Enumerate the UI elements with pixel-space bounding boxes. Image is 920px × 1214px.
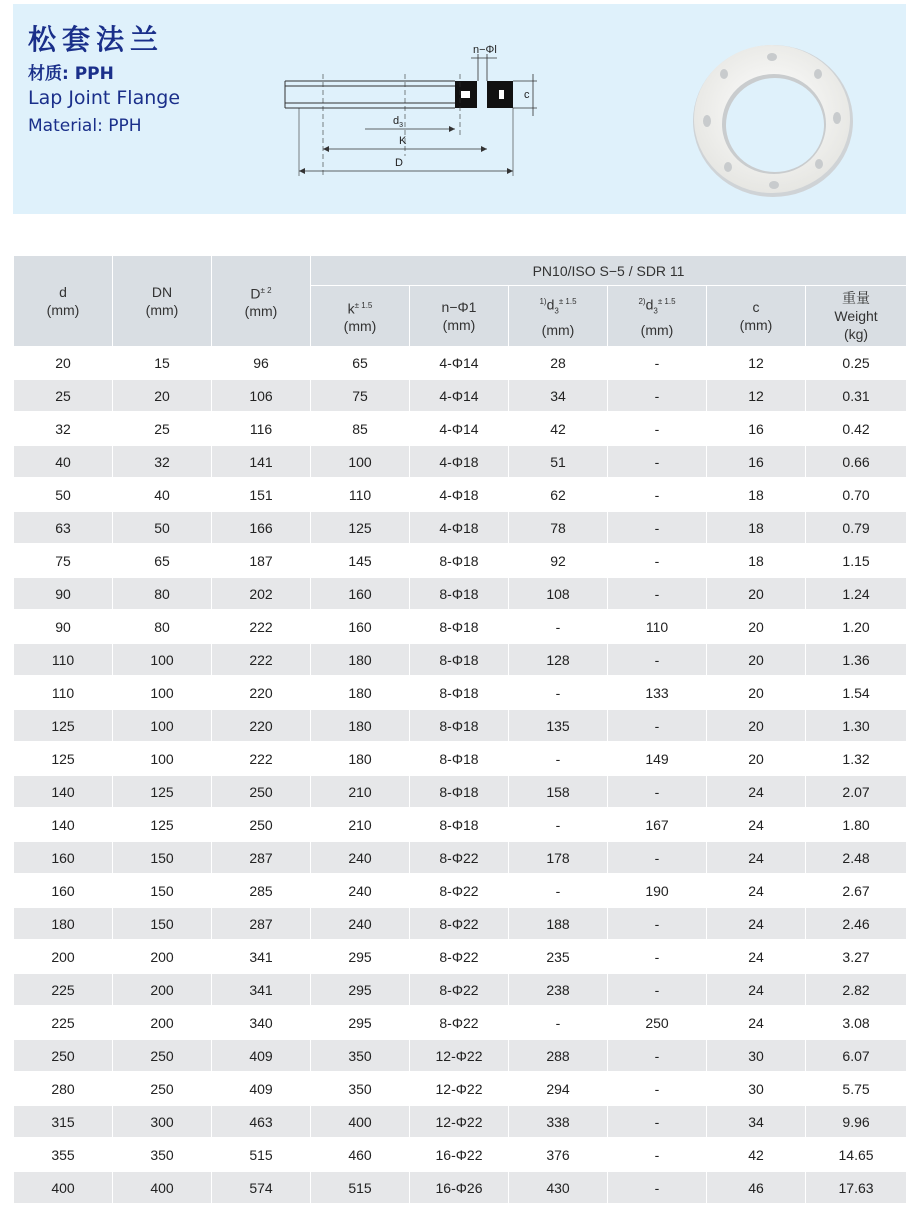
cell-d: 90 <box>14 610 113 643</box>
cell-dn: 20 <box>113 379 212 412</box>
cell-d: 315 <box>14 1105 113 1138</box>
cell-d: 160 <box>14 874 113 907</box>
cell-d3-1: - <box>509 742 608 775</box>
cell-d3-2: - <box>608 1039 707 1072</box>
cell-d3-2: - <box>608 544 707 577</box>
cell-weight: 0.25 <box>806 347 907 380</box>
cell-weight: 2.48 <box>806 841 907 874</box>
cell-weight: 2.67 <box>806 874 907 907</box>
cell-k: 125 <box>311 511 410 544</box>
cell-k: 210 <box>311 775 410 808</box>
cell-dn: 50 <box>113 511 212 544</box>
cell-D: 141 <box>212 445 311 478</box>
cell-n-phi: 8-Φ22 <box>410 874 509 907</box>
cell-d3-2: - <box>608 1171 707 1204</box>
cell-d3-1: 51 <box>509 445 608 478</box>
cell-weight: 0.66 <box>806 445 907 478</box>
table-row <box>14 676 907 709</box>
cell-c: 30 <box>707 1039 806 1072</box>
cell-k: 65 <box>311 347 410 380</box>
table-row <box>14 973 907 1006</box>
cell-c: 46 <box>707 1171 806 1204</box>
cell-c: 24 <box>707 973 806 1006</box>
cell-D: 463 <box>212 1105 311 1138</box>
cell-d3-2: - <box>608 347 707 380</box>
cell-weight: 0.42 <box>806 412 907 445</box>
cell-n-phi: 12-Φ22 <box>410 1072 509 1105</box>
cell-d: 40 <box>14 445 113 478</box>
cell-k: 210 <box>311 808 410 841</box>
flange-photo <box>690 42 856 200</box>
cell-d: 140 <box>14 808 113 841</box>
label-D: D <box>395 157 403 169</box>
cell-d3-1: 62 <box>509 478 608 511</box>
cell-dn: 250 <box>113 1039 212 1072</box>
cell-d3-1: 78 <box>509 511 608 544</box>
cell-d3-1: 158 <box>509 775 608 808</box>
cell-d3-1: - <box>509 676 608 709</box>
cell-weight: 6.07 <box>806 1039 907 1072</box>
cell-D: 287 <box>212 841 311 874</box>
cell-c: 24 <box>707 775 806 808</box>
cell-D: 287 <box>212 907 311 940</box>
cell-dn: 40 <box>113 478 212 511</box>
table-row <box>14 544 907 577</box>
cell-d3-2: - <box>608 973 707 1006</box>
cell-n-phi: 8-Φ18 <box>410 643 509 676</box>
cell-c: 24 <box>707 808 806 841</box>
cell-n-phi: 8-Φ22 <box>410 1006 509 1039</box>
title-chinese: 松套法兰 <box>28 23 165 56</box>
cell-n-phi: 12-Φ22 <box>410 1039 509 1072</box>
cell-k: 240 <box>311 841 410 874</box>
cell-n-phi: 12-Φ22 <box>410 1105 509 1138</box>
cell-weight: 2.07 <box>806 775 907 808</box>
table-row <box>14 412 907 445</box>
cell-D: 340 <box>212 1006 311 1039</box>
cell-D: 574 <box>212 1171 311 1204</box>
cell-dn: 100 <box>113 676 212 709</box>
table-row <box>14 1105 907 1138</box>
title-english: Lap Joint Flange <box>28 87 181 109</box>
cell-k: 400 <box>311 1105 410 1138</box>
cell-c: 24 <box>707 1006 806 1039</box>
cell-weight: 1.15 <box>806 544 907 577</box>
cell-c: 20 <box>707 676 806 709</box>
cell-d3-2: 167 <box>608 808 707 841</box>
table-row <box>14 841 907 874</box>
cell-weight: 2.82 <box>806 973 907 1006</box>
cell-d3-2: 190 <box>608 874 707 907</box>
cell-dn: 32 <box>113 445 212 478</box>
cell-weight: 2.46 <box>806 907 907 940</box>
table-row <box>14 742 907 775</box>
cell-c: 18 <box>707 478 806 511</box>
header-c: c (mm) <box>707 286 806 347</box>
cell-d: 50 <box>14 478 113 511</box>
cell-n-phi: 8-Φ18 <box>410 808 509 841</box>
cell-c: 12 <box>707 379 806 412</box>
cell-n-phi: 8-Φ22 <box>410 940 509 973</box>
cell-weight: 1.20 <box>806 610 907 643</box>
table-row <box>14 643 907 676</box>
cell-d3-1: 294 <box>509 1072 608 1105</box>
cell-c: 18 <box>707 511 806 544</box>
cell-D: 166 <box>212 511 311 544</box>
table-row <box>14 478 907 511</box>
cell-c: 20 <box>707 577 806 610</box>
cell-n-phi: 4-Φ14 <box>410 379 509 412</box>
cell-d3-2: 250 <box>608 1006 707 1039</box>
cell-dn: 300 <box>113 1105 212 1138</box>
cell-d: 160 <box>14 841 113 874</box>
cell-d3-2: - <box>608 412 707 445</box>
cell-d3-1: - <box>509 610 608 643</box>
cell-weight: 5.75 <box>806 1072 907 1105</box>
table-row <box>14 1006 907 1039</box>
cell-d: 225 <box>14 973 113 1006</box>
header-D: $D^{\pm 2}$ (mm) <box>212 256 311 347</box>
cell-c: 24 <box>707 841 806 874</box>
cell-d3-1: 235 <box>509 940 608 973</box>
cell-k: 295 <box>311 940 410 973</box>
cell-k: 350 <box>311 1072 410 1105</box>
cell-weight: 1.36 <box>806 643 907 676</box>
cell-d3-2: - <box>608 1138 707 1171</box>
cell-D: 151 <box>212 478 311 511</box>
table-row <box>14 709 907 742</box>
cell-dn: 400 <box>113 1171 212 1204</box>
cell-n-phi: 8-Φ18 <box>410 577 509 610</box>
table-row <box>14 1171 907 1204</box>
cell-weight: 9.96 <box>806 1105 907 1138</box>
cell-k: 85 <box>311 412 410 445</box>
cell-d3-2: - <box>608 907 707 940</box>
table-row <box>14 940 907 973</box>
cell-c: 18 <box>707 544 806 577</box>
header-n-phi: n−Φ1 (mm) <box>410 286 509 347</box>
cell-d: 63 <box>14 511 113 544</box>
table-row <box>14 577 907 610</box>
cell-D: 250 <box>212 808 311 841</box>
cell-d3-1: 34 <box>509 379 608 412</box>
label-d3: $d_3$ <box>393 115 404 129</box>
cell-n-phi: 8-Φ22 <box>410 907 509 940</box>
cell-k: 180 <box>311 709 410 742</box>
cell-d3-1: - <box>509 1006 608 1039</box>
cell-d: 280 <box>14 1072 113 1105</box>
cell-k: 295 <box>311 1006 410 1039</box>
cell-k: 110 <box>311 478 410 511</box>
cell-weight: 1.24 <box>806 577 907 610</box>
cell-c: 20 <box>707 709 806 742</box>
table-row <box>14 907 907 940</box>
cell-d3-2: 110 <box>608 610 707 643</box>
cell-n-phi: 4-Φ14 <box>410 412 509 445</box>
cell-k: 145 <box>311 544 410 577</box>
cell-d3-1: 42 <box>509 412 608 445</box>
cell-k: 350 <box>311 1039 410 1072</box>
cell-n-phi: 4-Φ18 <box>410 445 509 478</box>
cell-d3-2: 149 <box>608 742 707 775</box>
table-row <box>14 1138 907 1171</box>
cell-d: 125 <box>14 709 113 742</box>
cell-n-phi: 16-Φ26 <box>410 1171 509 1204</box>
table-row <box>14 610 907 643</box>
cell-D: 202 <box>212 577 311 610</box>
cell-d3-2: 133 <box>608 676 707 709</box>
cell-d3-2: - <box>608 1072 707 1105</box>
cell-D: 222 <box>212 610 311 643</box>
cell-D: 285 <box>212 874 311 907</box>
cell-dn: 100 <box>113 709 212 742</box>
cell-d: 140 <box>14 775 113 808</box>
table-body <box>14 347 907 1205</box>
cell-dn: 25 <box>113 412 212 445</box>
cell-d3-2: - <box>608 379 707 412</box>
table-row <box>14 379 907 412</box>
cell-n-phi: 8-Φ18 <box>410 775 509 808</box>
cell-weight: 3.08 <box>806 1006 907 1039</box>
cell-d3-1: 188 <box>509 907 608 940</box>
cell-d3-1: 92 <box>509 544 608 577</box>
cell-dn: 80 <box>113 610 212 643</box>
cell-dn: 200 <box>113 1006 212 1039</box>
cell-weight: 3.27 <box>806 940 907 973</box>
cell-D: 116 <box>212 412 311 445</box>
cell-d: 110 <box>14 676 113 709</box>
cell-dn: 250 <box>113 1072 212 1105</box>
cell-n-phi: 4-Φ14 <box>410 347 509 380</box>
flange-section-diagram <box>275 36 555 186</box>
cell-D: 409 <box>212 1039 311 1072</box>
cell-d3-1: 178 <box>509 841 608 874</box>
cell-d3-2: - <box>608 643 707 676</box>
cell-d3-1: 238 <box>509 973 608 1006</box>
cell-dn: 150 <box>113 874 212 907</box>
cell-D: 341 <box>212 940 311 973</box>
cell-k: 515 <box>311 1171 410 1204</box>
cell-n-phi: 8-Φ22 <box>410 841 509 874</box>
table-row <box>14 511 907 544</box>
cell-D: 222 <box>212 742 311 775</box>
label-n-phi: n−Φl <box>473 44 497 56</box>
cell-d: 32 <box>14 412 113 445</box>
header-d: d (mm) <box>14 256 113 347</box>
cell-weight: 14.65 <box>806 1138 907 1171</box>
cell-d: 25 <box>14 379 113 412</box>
header-weight: 重量 Weight (kg) <box>806 286 907 347</box>
cell-D: 341 <box>212 973 311 1006</box>
cell-D: 222 <box>212 643 311 676</box>
cell-n-phi: 8-Φ18 <box>410 544 509 577</box>
cell-d: 250 <box>14 1039 113 1072</box>
cell-d3-1: - <box>509 808 608 841</box>
material-english: Material: PPH <box>28 116 142 136</box>
label-c: c <box>524 89 530 101</box>
cell-d3-1: 28 <box>509 347 608 380</box>
cell-D: 96 <box>212 347 311 380</box>
cell-weight: 0.70 <box>806 478 907 511</box>
header-k: $k^{\pm 1.5}$ (mm) <box>311 286 410 347</box>
table-row <box>14 347 907 380</box>
cell-dn: 80 <box>113 577 212 610</box>
cell-dn: 125 <box>113 808 212 841</box>
cell-weight: 1.32 <box>806 742 907 775</box>
cell-dn: 200 <box>113 973 212 1006</box>
cell-dn: 200 <box>113 940 212 973</box>
cell-d: 90 <box>14 577 113 610</box>
cell-d3-1: 288 <box>509 1039 608 1072</box>
cell-D: 515 <box>212 1138 311 1171</box>
cell-n-phi: 8-Φ18 <box>410 709 509 742</box>
cell-c: 30 <box>707 1072 806 1105</box>
cell-n-phi: 4-Φ18 <box>410 511 509 544</box>
cell-c: 24 <box>707 940 806 973</box>
cell-k: 180 <box>311 676 410 709</box>
cell-d3-1: 430 <box>509 1171 608 1204</box>
cell-k: 100 <box>311 445 410 478</box>
cell-d: 355 <box>14 1138 113 1171</box>
cell-c: 20 <box>707 742 806 775</box>
cell-d3-1: 376 <box>509 1138 608 1171</box>
cell-c: 20 <box>707 643 806 676</box>
cell-D: 106 <box>212 379 311 412</box>
cell-dn: 125 <box>113 775 212 808</box>
cell-D: 409 <box>212 1072 311 1105</box>
cell-c: 42 <box>707 1138 806 1171</box>
cell-k: 240 <box>311 874 410 907</box>
cell-dn: 15 <box>113 347 212 380</box>
cell-dn: 150 <box>113 841 212 874</box>
cell-k: 160 <box>311 610 410 643</box>
cell-d: 125 <box>14 742 113 775</box>
cell-d: 75 <box>14 544 113 577</box>
cell-dn: 100 <box>113 742 212 775</box>
cell-D: 187 <box>212 544 311 577</box>
cell-n-phi: 16-Φ22 <box>410 1138 509 1171</box>
cell-D: 220 <box>212 676 311 709</box>
material-chinese: 材质: PPH <box>28 64 114 84</box>
cell-k: 180 <box>311 643 410 676</box>
cell-c: 24 <box>707 874 806 907</box>
cell-d3-2: - <box>608 841 707 874</box>
cell-d3-2: - <box>608 940 707 973</box>
cell-dn: 150 <box>113 907 212 940</box>
cell-d: 225 <box>14 1006 113 1039</box>
table-row <box>14 1039 907 1072</box>
table-row <box>14 775 907 808</box>
cell-d3-2: - <box>608 775 707 808</box>
cell-dn: 100 <box>113 643 212 676</box>
cell-weight: 17.63 <box>806 1171 907 1204</box>
cell-d: 20 <box>14 347 113 380</box>
cell-D: 220 <box>212 709 311 742</box>
cell-weight: 1.54 <box>806 676 907 709</box>
cell-d: 110 <box>14 643 113 676</box>
table-row <box>14 1072 907 1105</box>
cell-c: 24 <box>707 907 806 940</box>
cell-d: 180 <box>14 907 113 940</box>
spec-table <box>13 255 907 1205</box>
header-dn: DN (mm) <box>113 256 212 347</box>
table-row <box>14 874 907 907</box>
cell-k: 295 <box>311 973 410 1006</box>
cell-D: 250 <box>212 775 311 808</box>
header-group-pn10: PN10/ISO S−5 / SDR 11 <box>311 256 907 286</box>
cell-weight: 0.31 <box>806 379 907 412</box>
cell-d3-2: - <box>608 478 707 511</box>
table-row <box>14 808 907 841</box>
cell-weight: 0.79 <box>806 511 907 544</box>
cell-d: 200 <box>14 940 113 973</box>
cell-n-phi: 8-Φ18 <box>410 610 509 643</box>
cell-d3-1: 338 <box>509 1105 608 1138</box>
cell-weight: 1.80 <box>806 808 907 841</box>
cell-weight: 1.30 <box>806 709 907 742</box>
header-d3-2: $^{2)}d_3^{\pm 1.5}$ (mm) <box>608 286 707 347</box>
cell-n-phi: 8-Φ18 <box>410 676 509 709</box>
header-d3-1: $^{1)}d_3^{\pm 1.5}$ (mm) <box>509 286 608 347</box>
cell-k: 160 <box>311 577 410 610</box>
cell-n-phi: 4-Φ18 <box>410 478 509 511</box>
cell-c: 16 <box>707 445 806 478</box>
cell-d3-1: 128 <box>509 643 608 676</box>
cell-n-phi: 8-Φ22 <box>410 973 509 1006</box>
cell-d3-1: 135 <box>509 709 608 742</box>
cell-k: 240 <box>311 907 410 940</box>
cell-dn: 350 <box>113 1138 212 1171</box>
cell-d3-2: - <box>608 445 707 478</box>
cell-c: 34 <box>707 1105 806 1138</box>
cell-c: 20 <box>707 610 806 643</box>
cell-dn: 65 <box>113 544 212 577</box>
cell-d3-2: - <box>608 577 707 610</box>
cell-d3-2: - <box>608 1105 707 1138</box>
header-panel <box>13 4 906 214</box>
cell-d3-1: 108 <box>509 577 608 610</box>
cell-k: 460 <box>311 1138 410 1171</box>
cell-d3-2: - <box>608 511 707 544</box>
label-k: K <box>399 135 407 147</box>
table-row <box>14 445 907 478</box>
cell-k: 75 <box>311 379 410 412</box>
cell-k: 180 <box>311 742 410 775</box>
cell-c: 12 <box>707 347 806 380</box>
cell-c: 16 <box>707 412 806 445</box>
cell-d3-2: - <box>608 709 707 742</box>
cell-d3-1: - <box>509 874 608 907</box>
cell-d: 400 <box>14 1171 113 1204</box>
cell-n-phi: 8-Φ18 <box>410 742 509 775</box>
